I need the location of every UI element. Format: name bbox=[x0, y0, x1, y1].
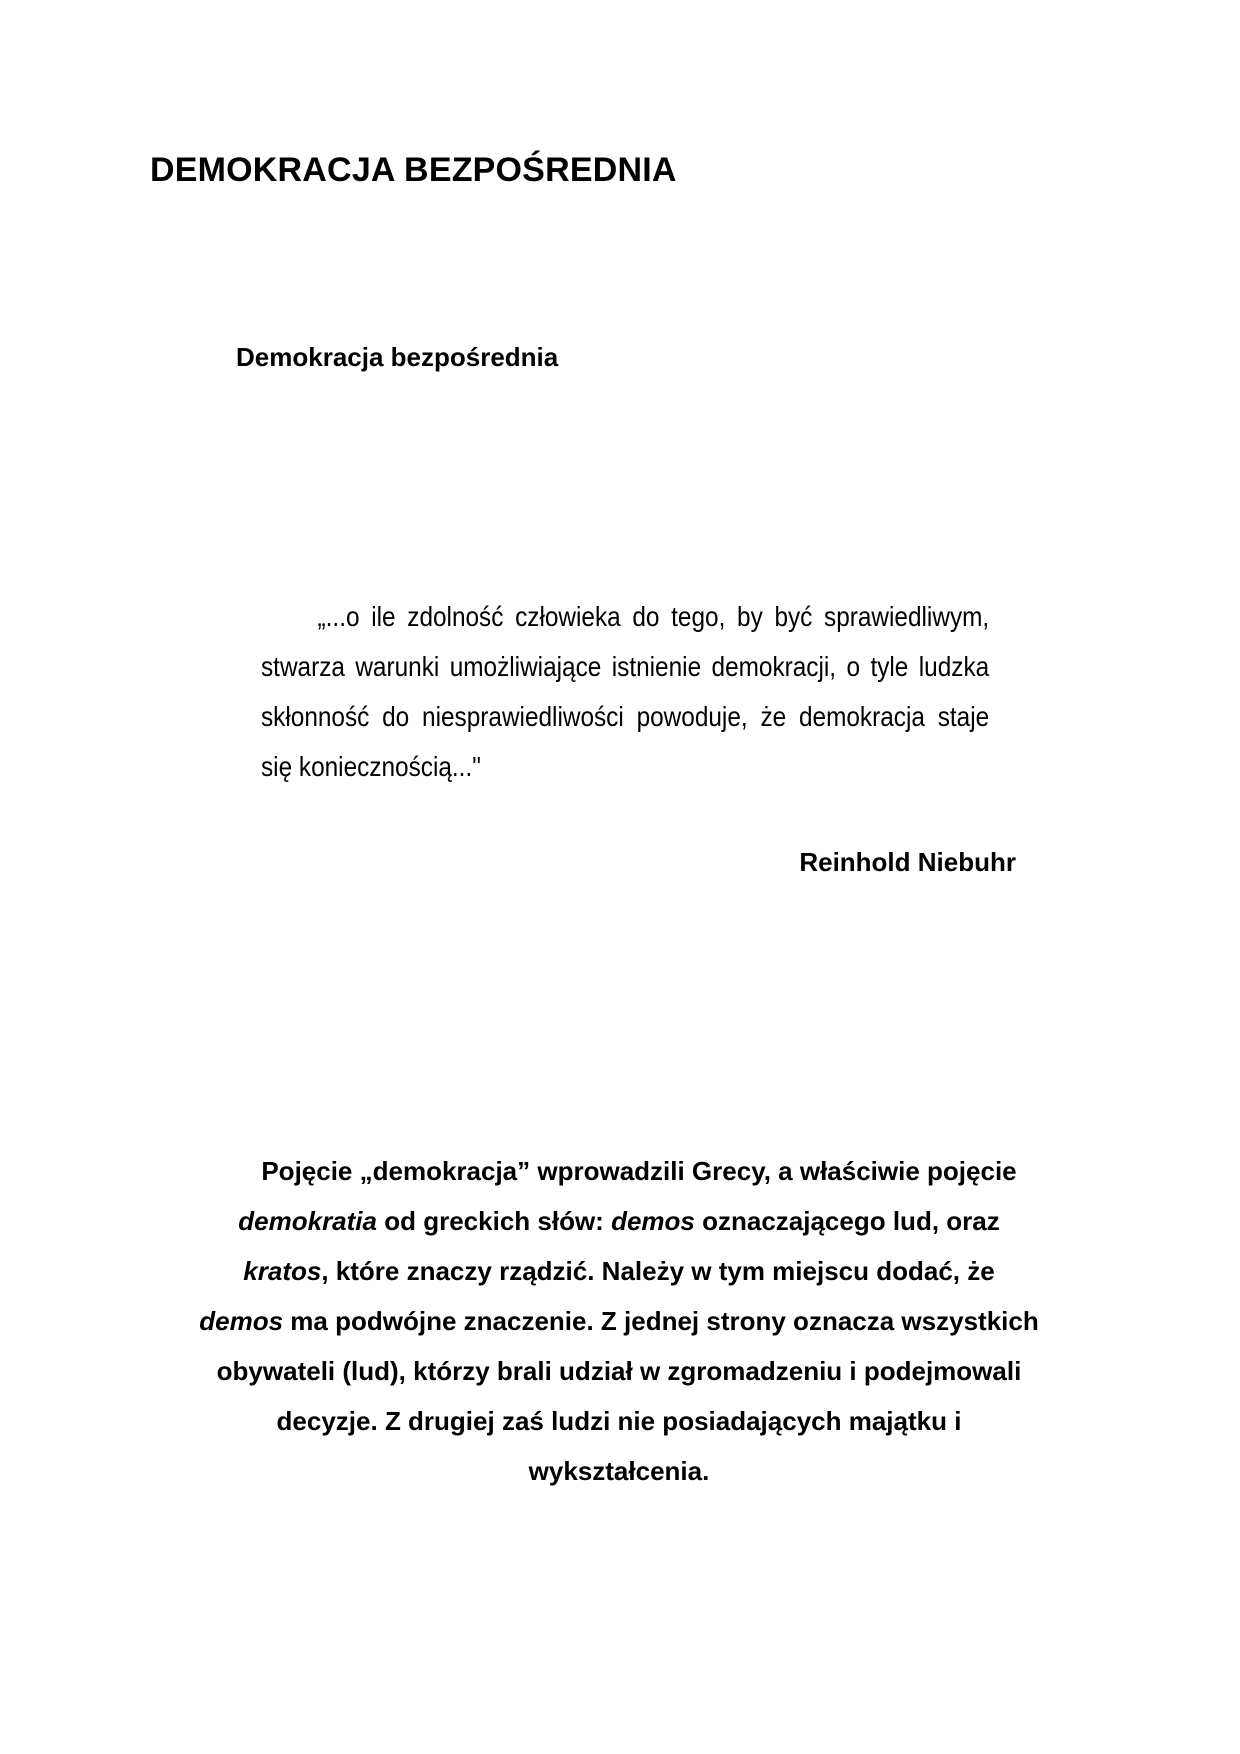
text-segment: Pojęcie „demokracja” wprowadzili Grecy, a właściwie pojęcie bbox=[261, 1156, 1017, 1186]
paragraph-line bbox=[140, 1396, 1098, 1446]
document-title: DEMOKRACJA BEZPOŚREDNIA bbox=[150, 151, 677, 189]
italic-term: demokratia bbox=[238, 1206, 377, 1236]
paragraph-line bbox=[140, 1346, 1098, 1396]
quote-text: „...o ile zdolność człowieka do tego, by być sprawiedliwym, stwarza warunki umożliwiające istnienie demokracji, o tyle ludzka skłonność do niesprawiedliwości powoduje, że demokracja staje się koniecznością..." bbox=[261, 601, 990, 782]
italic-term: kratos bbox=[243, 1256, 322, 1286]
section-heading: Demokracja bezpośrednia bbox=[236, 342, 559, 372]
paragraph-line bbox=[140, 1446, 1098, 1496]
text-segment: oznaczającego lud, oraz bbox=[694, 1206, 1000, 1236]
quote-author: Reinhold Niebuhr bbox=[799, 847, 1016, 877]
body-paragraph bbox=[140, 1146, 1098, 1496]
text-segment: decyzje. Z drugiej zaś ludzi nie posiadających majątku i bbox=[276, 1406, 962, 1436]
text-segment: ma podwójne znaczenie. Z jednej strony oznacza wszystkich bbox=[283, 1306, 1039, 1336]
paragraph-line bbox=[140, 1246, 1098, 1296]
text-segment: , które znaczy rządzić. Należy w tym miejscu dodać, że bbox=[321, 1256, 995, 1286]
paragraph-line bbox=[140, 1196, 1098, 1246]
paragraph-line bbox=[140, 1146, 1098, 1196]
text-segment: od greckich słów: bbox=[377, 1206, 612, 1236]
italic-term: demos bbox=[611, 1206, 695, 1236]
text-segment: obywateli (lud), którzy brali udział w zgromadzeniu i podejmowali bbox=[216, 1356, 1022, 1386]
paragraph-line bbox=[140, 1296, 1098, 1346]
text-segment: wykształcenia. bbox=[528, 1456, 710, 1486]
epigraph-quote bbox=[261, 592, 989, 792]
italic-term: demos bbox=[199, 1306, 284, 1336]
